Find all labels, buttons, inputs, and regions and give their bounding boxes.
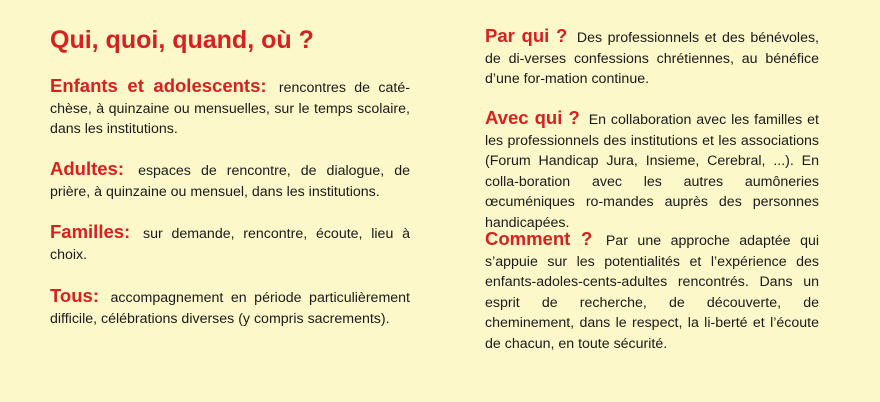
section-label: Adultes:: [50, 158, 124, 179]
section-comment: [485, 229, 819, 354]
section-text: Par une approche adaptée qui s’appuie sur les potentialités et l’expérience des enfants-adoles-cents-adultes rencontrés. Dans un esprit de recherche, de découverte, de cheminement, dans le respect, la li-berté et l’écoute de chacun, en toute sécurité.: [485, 233, 819, 352]
section-label: Familles:: [50, 221, 131, 242]
section-adultes: [50, 159, 410, 202]
section-text: accompagnement en période particulièrement difficile, célébrations diverses (y compris sacrements).: [50, 290, 410, 327]
section-tous: [50, 286, 410, 329]
section-familles: [50, 222, 410, 265]
section-avec-qui: [485, 108, 819, 233]
section-par-qui: [485, 26, 819, 90]
section-label: Enfants et adolescents:: [50, 75, 267, 96]
section-text: rencontres de caté-chèse, à quinzaine ou mensuelles, sur le temps scolaire, dans les institutions.: [50, 80, 410, 137]
section-enfants: [50, 76, 410, 140]
section-text: sur demande, rencontre, écoute, lieu à choix.: [50, 226, 410, 263]
section-label: Avec qui ?: [485, 107, 580, 128]
section-text: En collaboration avec les familles et les professionnels des institutions et les associations (Forum Handicap Jura, Insieme, Cerebral, ...). En colla-boration avec les autres aumôneries œcuméniques ro-mandes auprès des personnes handicapées.: [485, 112, 819, 231]
section-label: Tous:: [50, 285, 99, 306]
page-title: Qui, quoi, quand, où ?: [50, 26, 314, 54]
section-label: Comment ?: [485, 228, 593, 249]
section-text: Des professionnels et des bénévoles, de di-verses confessions chrétiennes, au bénéfice d’une for-mation continue.: [485, 30, 820, 87]
section-text: espaces de rencontre, de dialogue, de prière, à quinzaine ou mensuel, dans les institutions.: [50, 163, 410, 200]
section-label: Par qui ?: [485, 25, 568, 46]
